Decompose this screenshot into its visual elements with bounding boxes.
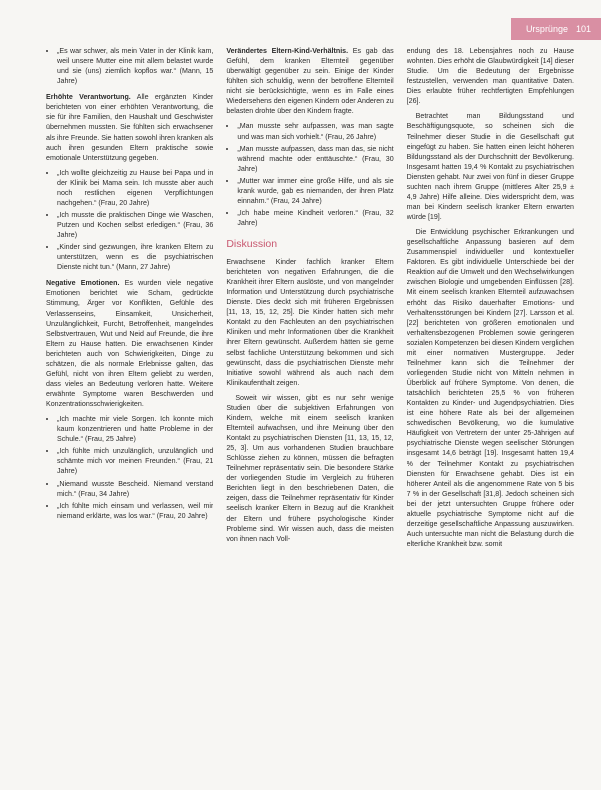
quote-item: • „Mutter war immer eine große Hilfe, und als sie krank wurde, gab es niemanden, der ihren Platz einnahm.“ (Frau, 24 Jahre) — [237, 176, 393, 206]
paragraph-negative-emotions — [46, 278, 213, 409]
quote-item: • „Man musste sehr aufpassen, was man sagte und was man sich vorhielt.“ (Frau, 26 Jahre) — [237, 121, 393, 141]
quote-item: • „Ich musste die praktischen Dinge wie Waschen, Putzen und Kochen selbst erledigen.“ (Frau, 36 Jahre) — [57, 210, 213, 240]
quote-item: • „Ich fühlte mich einsam und verlassen, weil mir niemand erklärte, was los war.“ (Frau, 20 Jahre) — [57, 501, 213, 521]
text-responsibility: Alle ergänzten Kinder berichteten von einer erhöhten Verantwortung, die sie für ihre Familien, den Haushalt und Geschwister übernehmen mussten. Sie fühlten sich erwachsener als ihre Freunde. Sie hatten sowohl ihren kranken als auch ihren gesunden Eltern praktische sowie emotionale Unterstützung gegeben. — [46, 93, 214, 162]
quote-item: • „Ich wollte gleichzeitig zu Hause bei Papa und in der Klinik bei Mama sein. Ich musste aber auch noch restlichen eigenen Verpflichtungen nachgehen.“ (Frau, 20 Jahre) — [57, 168, 213, 208]
quote-list-relationship — [226, 121, 393, 228]
lead-relationship-change: Verändertes Eltern-Kind-Verhältnis. — [226, 47, 349, 55]
paragraph-development: Die Entwicklung psychischer Erkrankungen und gesellschaftliche Anpassung basieren auf dem Zusammenspiel individueller und kontextueller Faktoren. Es gibt individuelle Unterschiede bei der Reaktion auf die Umwelt und den Wechselwirkungen zwischen Biologie und umgebenden Einflüssen [28]. Mit einem seelisch kranken Elternteil aufzuwachsen erhöht das Risiko dauerhafter Emotions- und Verhaltensstörungen bei Kindern [27]. Larsson et al. [22] berichteten von größeren emotionalen und verhaltensbezogenen Problemen sowie geringeren sozialen Kompetenzen bei diesen Kindern verglichen mit einer normativen Mustergruppe. Jeder Teilnehmer kann sich die Teilnehmer der vorliegenden Studie nicht von Mitteln nehmen in Überblick auf frühere Symptome. Von denen, die tatsächlich berichteten 25,5 % von früheren Kontakten zu Kinder- und Jugendpsychiatrien. Dies ist eine höhere Rate als bei der allgemeinen schwedischen Bevölkerung, wo die kumulative Häufigkeit von Vertretern der unter 25-Jährigen auf psychiatrische Dienste wegen seelischer Störungen insgesamt 14,6 beträgt [19]. Insgesamt hatten 19,4 % der Teilnehmer Kontakt zu psychiatrischen Diensten für Erwachsene gehabt. Dies ist ein höherer Anteil als die angenommene Rate von 5 bis 7 % in der Gesellschaft [31,8]. Jedoch scheinen sich bei der jetzt untersuchten Gruppe frühere oder aktuelle psychiatrische Symptome nicht auf die derzeitige gesellschaftliche Anpassung auszuwirken. Auch untersuchte man nicht die Belastung durch die elterliche Krankheit bzw. somit — [406, 228, 574, 548]
quote-item: • „Niemand wusste Bescheid. Niemand verstand mich.“ (Frau, 34 Jahre) — [57, 479, 213, 499]
quote-list-top — [46, 46, 213, 86]
lead-negative-emotions: Negative Emotionen. — [46, 279, 120, 288]
lead-responsibility: Erhöhte Verantwortung. — [46, 93, 131, 102]
section-header-tab — [511, 18, 601, 40]
paragraph-education: Betrachtet man Bildungsstand und Beschäftigungsquote, so scheinen sich die Teilnehmer dieser Studie in die Gesellschaft gut eingefügt zu haben. Sie hatten einen leicht höheren Bildungsstand als der Durchschnitt der Bevölkerung. Insgesamt hatten 19,4 % Kontakt zu psychiatrischen Diensten gehabt. Nur zwei von fünf in dieser Gruppe suchten nach ihrem Gruppe (mittleres Alter 25,9 ± 4,9 Jahre) Hilfe alleine. Dies widerspricht dem, was man bei Kindern seelisch kranker Eltern erwarten würde [19]. — [406, 112, 574, 221]
discussion-heading: Diskussion — [226, 238, 278, 251]
column-1 — [46, 46, 213, 772]
quote-item: • „Ich machte mir viele Sorgen. Ich konnte mich kaum konzentrieren und hatte Probleme in der Schule.“ (Frau, 25 Jahre) — [57, 414, 213, 444]
section-label: Ursprünge — [525, 24, 568, 34]
column-3 — [407, 46, 574, 772]
discussion-paragraph-2: Soweit wir wissen, gibt es nur sehr wenige Studien über die subjektiven Erfahrungen von Kindern, welche mit einem seelisch kranken Elternteil aufwachsen, und ihre Meinung über den Kontakt zu psychiatrischen Diensten [11, 13, 15, 12, 25, 3]. Um aus vorhandenen Studien brauchbare Schlüsse ziehen zu können, müssen die befragten Teilnehmer repräsentativ sein. Die besondere Stärke der vorliegenden Studie im Vergleich zu früheren Berichten liegt in den beschriebenen Daten, die zeigen, dass die Teilnehmer repräsentativ für Kinder seelisch kranker Eltern in Bezug auf die Krankheit der Eltern und frühere psychologische Kinder Probleme sind. Wir wissen auch, dass die meisten von ihnen nach Voll- — [226, 393, 394, 543]
discussion-paragraph-1: Erwachsene Kinder fachlich kranker Eltern berichteten von negativen Erfahrungen, die die Krankheit ihrer Eltern auslöste, und von mangelnder Information und Unterstützung durch psychiatrische Dienste. Dies deckt sich mit früheren Ergebnissen [11, 13, 15, 12, 25]. Die Kinder hatten sich mehr Kontakt zu den Fachleuten an den psychiatrischen Kliniken und mehr Informationen über die Krankheit ihrer Eltern gewünscht. Außerdem hätten sie gerne selbst fachliche Unterstützung bekommen und sich gewünscht, dass die psychiatrischen Dienste mehr Initiative sowohl während als auch nach dem Klinikaufenthalt zeigen. — [226, 257, 394, 387]
quote-list-negative — [46, 414, 213, 521]
page-number: 101 — [575, 24, 591, 34]
quote-list-responsibility — [46, 168, 213, 273]
quote-item: • „Ich fühlte mich unzulänglich, unzulänglich und schämte mich vor meinen Freunden.“ (Frau, 21 Jahre) — [57, 446, 213, 476]
quote-item: • „Kinder sind gezwungen, ihre kranken Eltern zu unterstützen, wenn es die psychiatrischen Dienste nicht tun.“ (Mann, 27 Jahre) — [57, 242, 213, 272]
quote-item: • „Man musste aufpassen, dass man das, sie nicht während machte oder enttäuschte.“ (Frau, 30 Jahre) — [237, 144, 393, 174]
quote-item: • „Es war schwer, als mein Vater in der Klinik kam, weil unsere Mutter eine mit allem belastet wurde und sie (uns) ziemlich kopflos war.“ (Mann, 15 Jahre) — [57, 46, 213, 86]
paragraph-responsibility — [46, 92, 213, 162]
paragraph-relationship-change — [226, 46, 393, 116]
text-negative-emotions: Es wurden viele negative Emotionen berichtet wie Scham, gedrückte Stimmung, Ärger vor Konflikten, Gefühle des Verlassenseins, Einsamkeit, Unsicherheit, Unzulänglichkeit, Furcht, Betroffenheit, mangelndes Selbstvertrauen, Wut und Neid auf Freunde, die ihre Eltern zu Hause hatten. Die erwachsenen Kinder berichteten auch von Schwierigkeiten, Dinge zu schätzen, die als normale Erlebnisse galten, das Gefühl, nicht von ihren Eltern geliebt zu werden, dass vieles an Bedeutung verloren hatte. Weitere erwähnte Symptome waren Beschwerden und Konzentrationsschwierigkeiten. — [46, 279, 214, 409]
column-2 — [226, 46, 393, 772]
quote-item: • „Ich habe meine Kindheit verloren.“ (Frau, 32 Jahre) — [237, 208, 393, 228]
paragraph-continuation: endung des 18. Lebensjahres noch zu Hause wohnten. Dies erhöht die Glaubwürdigkeit [14] dieser Studie. Um die Bedeutung der Ergebnisse festzustellen, verwenden man quantitative Daten. Dies erlaubte früher rechtfertigten Empfehlungen [26]. — [406, 47, 574, 106]
text-relationship-change: Es gab das Gefühl, dem kranken Elternteil gegenüber überwältigt gegenüber zu sein. Einige der Kinder fühlten sich schuldig, wenn der betroffene Elternteil nicht sie berücksichtigte, wenn es im Falle eines Wiedersehens den eigenen Kindern oder Anderen zu belasten drohte über den Kindern fragte. — [226, 47, 394, 116]
article-body — [46, 46, 574, 772]
